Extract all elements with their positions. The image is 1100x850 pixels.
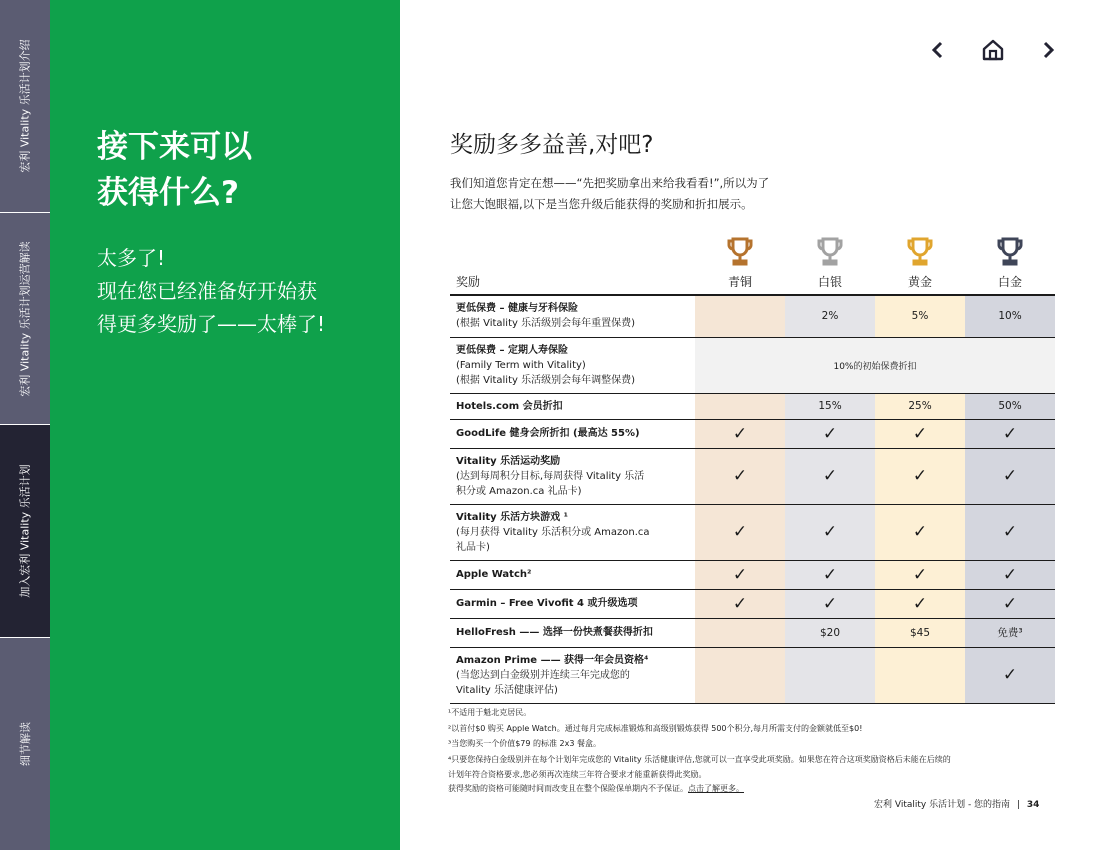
- row-label: 更低保费 – 健康与牙科保险 (根据 Vitality 乐活级别会每年重置保费): [450, 295, 695, 337]
- table-row: [450, 393, 1055, 419]
- chevron-left-icon: [931, 41, 945, 59]
- gold-trophy-icon: [907, 237, 933, 267]
- intro-line: 让您大饱眼福,以下是当您升级后能获得的奖励和折扣展示。: [450, 197, 753, 211]
- check-icon: ✓: [965, 560, 1055, 589]
- intro-text: [450, 173, 870, 215]
- green-panel: [50, 0, 400, 850]
- footnotes: [448, 705, 1068, 783]
- footnote: ¹不适用于魁北克居民。: [448, 708, 532, 717]
- table-row: [450, 647, 1055, 703]
- header-rewards: 奖励: [450, 226, 695, 295]
- check-icon: ✓: [695, 560, 785, 589]
- left-subtext-line: 太多了!: [97, 246, 166, 270]
- left-heading: [97, 124, 357, 216]
- row-label: Amazon Prime —— 获得一年会员资格⁴ (当您达到白金级别并连续三年完成您的 Vitality 乐活健康评估): [450, 647, 695, 703]
- left-heading-line: 接下来可以: [97, 129, 252, 165]
- side-tab-bar: [0, 0, 50, 850]
- check-icon: ✓: [875, 504, 965, 560]
- check-icon: ✓: [695, 589, 785, 618]
- footnote: ³当您购买一个价值$79 的标准 2x3 餐盒。: [448, 739, 602, 748]
- cell-gold: 25%: [875, 393, 965, 419]
- table-row: [450, 295, 1055, 337]
- header-gold: [875, 226, 965, 295]
- check-icon: ✓: [785, 589, 875, 618]
- table-row: [450, 419, 1055, 448]
- platinum-trophy-icon: [997, 237, 1023, 267]
- table-row: [450, 337, 1055, 393]
- rewards-table: [450, 226, 1055, 704]
- chevron-right-icon: [1041, 41, 1055, 59]
- page-title: 奖励多多益善,对吧?: [450, 132, 654, 158]
- row-label: Vitality 乐活方块游戏 ¹ (每月获得 Vitality 乐活积分或 Amazon.ca 礼品卡): [450, 504, 695, 560]
- check-icon: ✓: [785, 419, 875, 448]
- side-tab-intro[interactable]: [0, 0, 50, 213]
- check-icon: ✓: [695, 448, 785, 504]
- table-row: [450, 504, 1055, 560]
- side-tab-label: 宏利 Vitality 乐活计划介绍: [19, 39, 33, 173]
- table-row: [450, 448, 1055, 504]
- row-label: Garmin – Free Vivofit 4 或升级选项: [450, 589, 695, 618]
- cell-silver: 2%: [785, 295, 875, 337]
- intro-line: 我们知道您肯定在想——“先把奖励拿出来给我看看!”,所以为了: [450, 176, 770, 190]
- row-label: 更低保费 – 定期人寿保险 (Family Term with Vitality) (根据 Vitality 乐活级别会每年调整保费): [450, 337, 695, 393]
- footer-separator: |: [1016, 800, 1020, 810]
- bronze-trophy-icon: [727, 237, 753, 267]
- header-label: 白金: [997, 275, 1022, 289]
- check-icon: ✓: [695, 504, 785, 560]
- check-icon: ✓: [785, 560, 875, 589]
- row-label: Apple Watch²: [450, 560, 695, 589]
- cell-platinum: 10%: [965, 295, 1055, 337]
- row-label: Vitality 乐活运动奖励 (达到每周积分目标,每周获得 Vitality 乐活 积分或 Amazon.ca 礼品卡): [450, 448, 695, 504]
- left-subtext-line: 现在您已经准备好开始获: [97, 279, 317, 303]
- header-label: 黄金: [907, 275, 932, 289]
- cell-bronze: [695, 393, 785, 419]
- check-icon: ✓: [965, 589, 1055, 618]
- cell-gold: [875, 647, 965, 703]
- left-subtext: [97, 242, 377, 341]
- table-row: [450, 618, 1055, 647]
- left-subtext-line: 得更多奖励了——太棒了!: [97, 312, 326, 336]
- row-label: Hotels.com 会员折扣: [450, 393, 695, 419]
- check-icon: ✓: [965, 504, 1055, 560]
- row-label: HelloFresh —— 选择一份快煮餐获得折扣: [450, 618, 695, 647]
- footnote: ⁴只要您保持白金级别并在每个计划年完成您的 Vitality 乐活健康评估,您就可以一直享受此项奖励。如果您在符合这项奖励资格后未能在后续的: [448, 754, 951, 764]
- table-header-row: [450, 226, 1055, 295]
- page-number: 34: [1026, 800, 1040, 810]
- cell-gold: 5%: [875, 295, 965, 337]
- side-tab-join[interactable]: [0, 425, 50, 638]
- header-label: 青铜: [727, 275, 752, 289]
- check-icon: ✓: [965, 419, 1055, 448]
- check-icon: ✓: [875, 560, 965, 589]
- header-bronze: [695, 226, 785, 295]
- side-tab-label: 宏利 Vitality 乐活计划运营解读: [19, 240, 33, 397]
- header-platinum: [965, 226, 1055, 295]
- check-icon: ✓: [875, 448, 965, 504]
- home-icon: [981, 38, 1005, 62]
- cell-gold: $45: [875, 618, 965, 647]
- check-icon: ✓: [695, 419, 785, 448]
- learn-more-link[interactable]: 点击了解更多。: [688, 784, 744, 793]
- row-label: GoodLife 健身会所折扣 (最高达 55%): [450, 419, 695, 448]
- disclaimer: [448, 783, 744, 794]
- home-button[interactable]: [979, 36, 1007, 64]
- check-icon: ✓: [785, 504, 875, 560]
- left-heading-line: 获得什么?: [97, 175, 239, 211]
- side-tab-label: 细节解读: [19, 722, 32, 766]
- cell-silver: $20: [785, 618, 875, 647]
- silver-trophy-icon: [817, 237, 843, 267]
- side-tab-operation[interactable]: [0, 213, 50, 425]
- check-icon: ✓: [785, 448, 875, 504]
- side-tab-label: 加入宏利 Vitality 乐活计划: [19, 464, 33, 598]
- table-row: [450, 560, 1055, 589]
- cell-bronze: [695, 647, 785, 703]
- page-footer: [874, 797, 1039, 810]
- cell-platinum: 免费³: [965, 618, 1055, 647]
- header-label: 白银: [817, 275, 842, 289]
- side-tab-details[interactable]: [0, 638, 50, 850]
- cell-platinum: 50%: [965, 393, 1055, 419]
- prev-page-button[interactable]: [924, 36, 952, 64]
- cell-bronze: [695, 618, 785, 647]
- cell-silver: [785, 647, 875, 703]
- table-row: [450, 589, 1055, 618]
- check-icon: ✓: [965, 647, 1055, 703]
- cell-bronze: [695, 295, 785, 337]
- next-page-button[interactable]: [1034, 36, 1062, 64]
- disclaimer-text: 获得奖励的资格可能随时间而改变且在整个保险保单期内不予保证。: [448, 784, 688, 793]
- footnote: 计划年符合资格要求,您必须再次连续三年符合要求才能重新获得此奖励。: [448, 770, 707, 779]
- check-icon: ✓: [965, 448, 1055, 504]
- cell-span-discount: 10%的初始保费折扣: [695, 337, 1055, 393]
- footer-brand: 宏利 Vitality 乐活计划 - 您的指南: [874, 800, 1011, 810]
- cell-silver: 15%: [785, 393, 875, 419]
- check-icon: ✓: [875, 419, 965, 448]
- check-icon: ✓: [875, 589, 965, 618]
- header-silver: [785, 226, 875, 295]
- footnote: ²以首付$0 购买 Apple Watch。通过每月完成标准锻炼和高级别锻炼获得 500个积分,每月所需支付的金额就低至$0!: [448, 723, 863, 733]
